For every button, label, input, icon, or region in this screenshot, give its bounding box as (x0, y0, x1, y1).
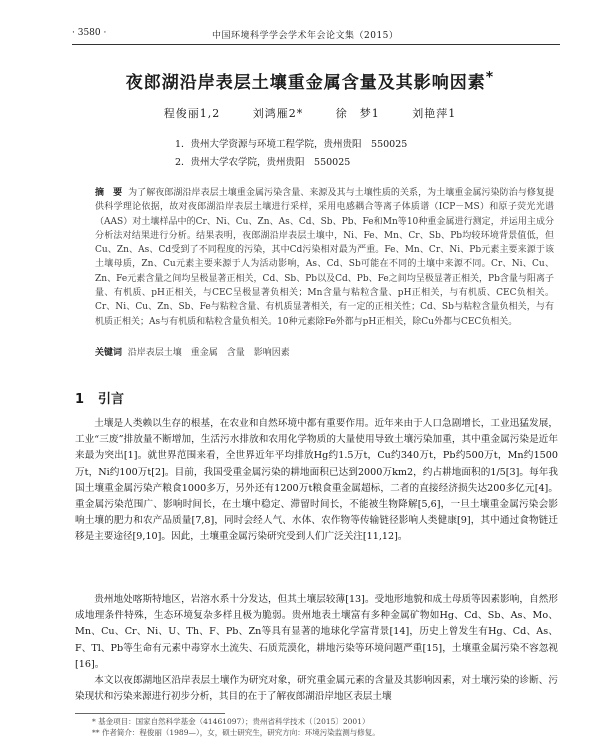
body-paragraph: 贵州地处喀斯特地区，岩溶水系十分发达，但其土壤层较薄[13]。受地形地貌和成土母质等因素影响，自然形成地理条件特殊，生态环境复杂多样且极为脆弱。贵州地表土壤富有多种金属矿物如Hg、Cd、Sb、As、Mo、Mn、Cu、Cr、Ni、U、Th、F、Pb、Zn等具有显著的地球化学富背景[14]，历史上曾发生有Hg、Cd、As、F、Tl、Pb等生命有元素中毒穿水土流失、石质荒漠化，耕地污染等环境问题严重[15]，土壤重金属污染不容忽视[16]。 (75, 594, 558, 670)
footnote-funding: * 基金项目：国家自然科学基金（41461097）；贵州省科学技术（〔2015〕2001） (92, 717, 370, 726)
keywords-text: 沿岸表层土壤 重金属 含量 影响因素 (127, 348, 290, 358)
author: 徐 梦1 (335, 107, 380, 120)
footnote-author-bio: ** 作者简介：程俊丽（1989—），女，硕士研究生，研究方向：环境污染监测与修复。 (92, 728, 380, 737)
author: 刘艳萍1 (412, 107, 457, 120)
page-number: · 3580 · (72, 28, 107, 38)
author-list (60, 105, 560, 121)
author: 刘鸿雁2* (252, 107, 304, 120)
abstract-label: 摘 要 (95, 188, 123, 198)
section-number: 1 (75, 392, 85, 407)
body-paragraph: 本文以夜郎湖地区沿岸表层土壤作为研究对象，研究重金属元素的含量及其影响因素，对土壤污染的诊断、污染现状和污染来源进行初步分析，其目的在于了解夜郎湖沿岸地区表层土壤 (75, 675, 558, 703)
abstract (95, 186, 554, 329)
running-header (72, 28, 560, 42)
abstract-text: 为了解夜郎湖沿岸表层土壤重金属污染含量、来源及其与土壤性质的关系，为土壤重金属污染防治与修复提供科学理论依据，故对夜郎湖沿岸表层土壤进行采样，采用电感耦合等离子体质谱（ICP－MS）和原子荧光光谱（AAS）对土壤样品中的Cr、Ni、Cu、Zn、As、Cd、Sb、Pb、Fe和Mn等10种重金属进行测定，并运用主成分分析法对结果进行分析。结果表明，夜郎湖沿岸表层土壤中，Ni、Fe、Mn、Cr、Sb、Pb均较环境背景值低，但Cu、Zn、As、Cd受到了不同程度的污染，其中Cd污染相对最为严重。Fe、Mn、Cr、Ni、Pb元素主要来源于该土壤母质，Zn、Cu元素主要来源于人为活动影响，As、Cd、Sb可能在不同的土壤中来源不同。Cr、Ni、Cu、Zn、Fe元素含量之间均呈极显著正相关，Cd、Sb、Pb以及Cd、Pb、Fe之间均呈极显著正相关，Pb含量与阳离子量、有机质、pH正相关，与CEC呈极显著负相关；Mn含量与粘粒含量、pH正相关，与有机质、CEC负相关。Cr、Ni、Cu、Zn、Sb、Fe与粘粒含量、有机质显著相关，有一定的正相关性；Cd、Sb与粘粒含量负相关，与有机质正相关；As与有机质和粘粒含量负相关。10种元素除Fe外都与pH正相关，除Cu外都与CEC负相关。 (95, 188, 554, 327)
section-title: 引言 (98, 392, 125, 407)
paper-title-text: 夜郎湖沿岸表层土壤重金属含量及其影响因素 (125, 73, 486, 93)
paper-title (60, 68, 560, 93)
keywords (95, 345, 554, 358)
author: 程俊丽1,2 (163, 107, 221, 120)
footnote-rule (75, 713, 225, 714)
keywords-label: 关键词 (95, 348, 123, 358)
journal-title: 中国环境科学学会学术年会论文集（2015） (212, 31, 399, 41)
affiliation: 1．贵州大学资源与环境工程学院，贵州贵阳 550025 (175, 139, 408, 150)
affiliation: 2．贵州大学农学院，贵州贵阳 550025 (175, 157, 351, 168)
body-paragraph: 土壤是人类赖以生存的根基，在农业和自然环境中都有重要作用。近年来由于人口急剧增长，工业迅猛发展，工业“三废”排放量不断增加，生活污水排放和农用化学物质的大量使用导致土壤污染加重，其中重金属污染是近年来最为突出[1]。就世界范围来看，全世界近年平均排放Hg约1.5万t，Cu约340万t，Pb约500万t，Mn约1500万t，Ni约100万t[2]。目前，我国受重金属污染的耕地面积已达到2000万km2，约占耕地面积的1/5[3]。每年我国土壤重金属污染产粮食1000多万，另外还有1200万t粮食重金属超标，二者的直接经济损失达200多亿元[4]。重金属污染范围广、影响时间长，在土壤中稳定、滞留时间长，不能被生物降解[5,6]，一旦土壤重金属污染会影响土壤的肥力和农产品质量[7,8]，同时会经人气、水体、农作物等传输链径影响人类健康[9]，其中通过食物链迁移是主要途径[9,10]。因此，土壤重金属污染研究受到人们广泛关注[11,12]。 (75, 418, 558, 543)
section-heading (75, 388, 124, 407)
header-rule (72, 44, 560, 45)
title-footnote-mark: * (485, 69, 495, 86)
